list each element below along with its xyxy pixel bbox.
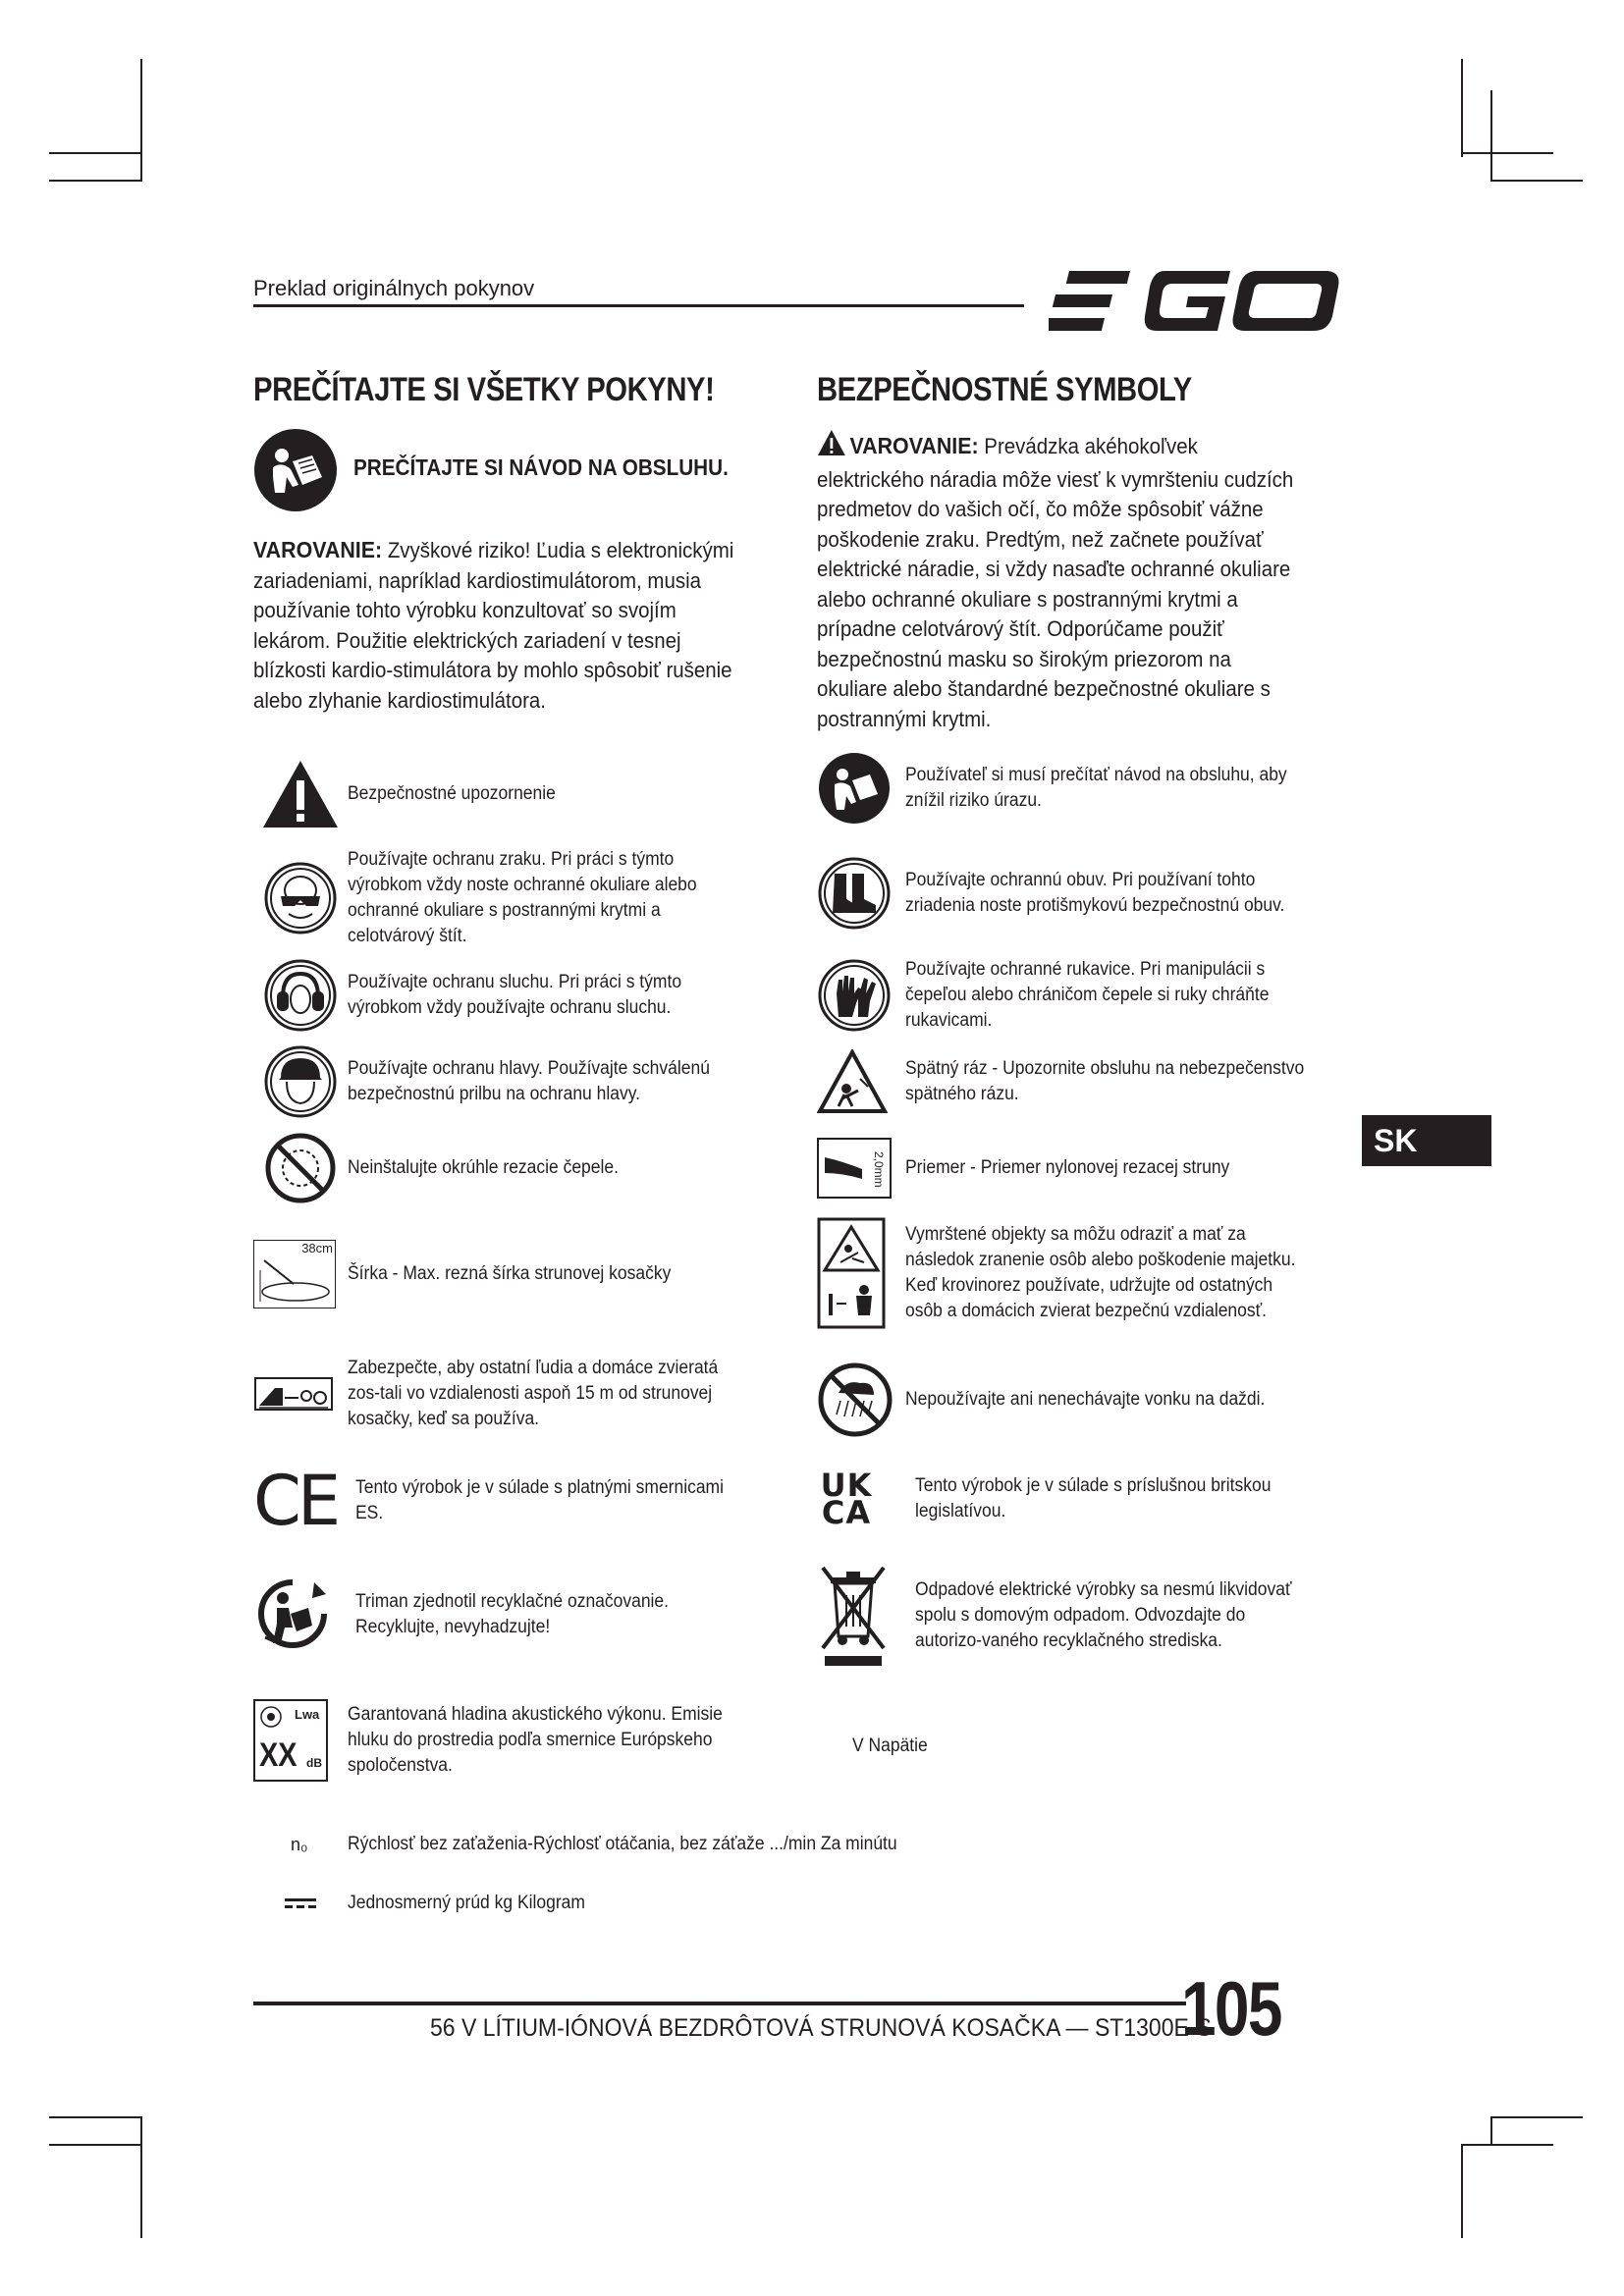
symbol-row: [253, 1044, 784, 1119]
direct-current-icon: [253, 1896, 348, 1910]
symbol-text: Šírka - Max. rezná šírka strunovej kosačky: [348, 1263, 672, 1284]
crop-mark: [1461, 59, 1463, 157]
symbol-row: [253, 1887, 1039, 1920]
triman-icon: [253, 1575, 355, 1655]
symbol-text: Používajte ochranu sluchu. Pri práci s týmto výrobkom vždy používajte ochranu sluchu.: [348, 972, 682, 1018]
crop-mark: [140, 2116, 142, 2238]
line-diameter-label: 2,0mm: [872, 1151, 886, 1188]
crop-mark: [1461, 152, 1553, 154]
symbol-text: Spätný ráz - Upozornite obsluhu na nebezpečenstvo spätného rázu.: [905, 1058, 1305, 1104]
symbol-text: Neinštalujte okrúhle rezacie čepele.: [348, 1157, 619, 1178]
symbol-row: [817, 958, 1347, 1033]
crop-mark: [1490, 2116, 1492, 2144]
symbol-text: Priemer - Priemer nylonovej rezacej struny: [905, 1157, 1230, 1178]
crop-mark: [1461, 2144, 1553, 2146]
symbol-text: Používajte ochranu hlavy. Používajte schválenú bezpečnostnú prilbu na ochranu hlavy.: [348, 1058, 710, 1104]
crop-mark: [49, 152, 142, 154]
crop-mark: [1490, 180, 1583, 182]
symbol-text: Triman zjednotil recyklačné označovanie. Recyklujte, nevyhadzujte!: [355, 1591, 670, 1637]
warning-triangle-icon: [817, 429, 846, 465]
crop-mark: [1490, 2116, 1583, 2118]
symbol-row: [253, 1237, 784, 1311]
gloves-icon: [817, 958, 905, 1033]
no-load-speed-symbol: n₀: [291, 1834, 308, 1854]
warning-text: Zvyškové riziko! Ľudia s elektronickými zariadeniami, napríklad kardiostimulátorom, musia používanie tohto výrobku konzultovať so svojím lekárom. Použitie elektrických zariadení v tesnej blízkosti kardio-stimulátora by mohlo spôsobiť rušenie alebo zlyhanie kardiostimulátora.: [253, 538, 734, 713]
symbol-text: Používajte ochranné rukavice. Pri manipulácii s čepeľou alebo chráničom čepele si ruky chráňte rukavicami.: [905, 959, 1270, 1031]
symbol-row: [817, 754, 1347, 823]
left-title: PREČÍTAJTE SI VŠETKY POKYNY!: [253, 371, 715, 408]
crop-mark: [49, 2144, 142, 2146]
header-text: Preklad originálnych pokynov: [253, 276, 535, 300]
symbol-text: Nepoužívajte ani nenechávajte vonku na daždi.: [905, 1389, 1266, 1410]
head-protection-icon: [253, 1044, 348, 1119]
symbol-row: [852, 1732, 1147, 1761]
crop-mark: [49, 2116, 142, 2118]
symbol-row: [817, 1359, 1347, 1441]
symbol-text: Používajte ochranu zraku. Pri práci s týmto výrobkom vždy noste ochranné okuliare alebo ochranné okuliare s postrannými krytmi a celotvárový štít.: [348, 849, 697, 946]
read-manual-icon: [253, 428, 338, 517]
ukca-mark-top: UK: [820, 1467, 873, 1504]
warning-label: VAROVANIE:: [849, 433, 979, 458]
sound-power-lwa: Lwa: [295, 1707, 320, 1722]
warning-text: Prevádzka akéhokoľvek elektrického náradia môže viesť k vymršteniu cudzích predmetov do vašich očí, čo môže spôsobiť vážne poškodenie zraku. Predtým, než začnete používať elektrické náradie, si vždy nasaďte ochranné okuliare alebo ochranné okuliare s postrannými krytmi a prípadne celotvárový štít. Odporúčame použiť bezpečnostnú masku so širokým priezorom na okuliare alebo štandardné bezpečnostné okuliare s postrannými krytmi.: [817, 434, 1294, 731]
symbol-text: Jednosmerný prúd kg Kilogram: [348, 1893, 585, 1913]
symbol-text: Rýchlosť bez zaťaženia-Rýchlosť otáčania, bez záťaže .../min Za minútu: [348, 1834, 897, 1854]
sound-power-unit: dB: [306, 1756, 322, 1770]
symbol-row: [817, 1465, 1347, 1533]
cutting-width-label: 38cm: [301, 1241, 333, 1255]
right-title: BEZPEČNOSTNÉ SYMBOLY: [817, 371, 1192, 408]
crop-mark: [140, 59, 142, 182]
symbol-text: Odpadové elektrické výrobky sa nesmú likvidovať spolu s domovým odpadom. Odvozdajte do autorizo-vaného recyklačného strediska.: [915, 1579, 1292, 1651]
warning-label: VAROVANIE:: [253, 537, 383, 562]
language-tab: SK: [1362, 1115, 1491, 1166]
cutting-width-icon: [253, 1240, 348, 1308]
symbol-row: [253, 1828, 1039, 1861]
symbol-text: Používajte ochrannú obuv. Pri používaní tohto zriadenia noste protišmykovú bezpečnostnú obuv.: [905, 870, 1285, 916]
page-number: 105: [1181, 1965, 1281, 2052]
sound-power-icon: [253, 1699, 348, 1782]
symbol-row: [253, 1571, 784, 1659]
symbol-text: Zabezpečte, aby ostatní ľudia a domáce zvieratá zos-tali vo vzdialenosti aspoň 15 m od strunovej kosačky, keď sa používa.: [348, 1358, 719, 1429]
left-warning: [253, 535, 742, 716]
ce-mark-icon: [253, 1461, 355, 1541]
crop-mark: [49, 180, 142, 182]
symbol-row: [817, 854, 1347, 933]
symbol-row: [817, 1213, 1347, 1333]
no-rain-icon: [817, 1362, 905, 1438]
ear-protection-icon: [253, 958, 348, 1033]
no-circular-blades-icon: [253, 1131, 348, 1205]
symbol-row: [817, 1044, 1347, 1119]
footer-title: 56 V LÍTIUM-IÓNOVÁ BEZDRÔTOVÁ STRUNOVÁ KOSAČKA — ST1300E-S: [430, 2014, 1212, 2042]
warning-triangle-icon: [253, 759, 348, 829]
symbol-row: [253, 1353, 784, 1435]
symbol-text: V Napätie: [852, 1735, 928, 1756]
symbol-row: [817, 1137, 1347, 1200]
crop-mark: [1490, 90, 1492, 182]
symbol-row: [817, 1561, 1347, 1671]
thrown-objects-icon: [817, 1217, 905, 1329]
weee-bin-icon: [817, 1562, 915, 1670]
symbol-row: [253, 1461, 784, 1541]
header-rule: [253, 304, 1024, 307]
symbol-row: [253, 849, 784, 946]
symbol-text: Garantovaná hladina akustického výkonu. Emisie hluku do prostredia podľa smernice Európskeho spoločenstva.: [348, 1704, 723, 1776]
symbol-text: Vymrštené objekty sa môžu odraziť a mať za následok zranenie osôb alebo poškodenie majetku. Keď krovinorez používate, udržujte od ostatných osôb a domácich zvierat bezpečnú vzdialenosť.: [905, 1224, 1296, 1321]
symbol-row: [253, 754, 764, 834]
eye-protection-icon: [253, 861, 348, 935]
symbol-row: [253, 1131, 784, 1205]
keep-distance-icon: [253, 1374, 348, 1414]
crop-mark: [1461, 2144, 1463, 2238]
symbol-text: Tento výrobok je v súlade s príslušnou britskou legislatívou.: [915, 1475, 1272, 1522]
symbol-row: [253, 958, 784, 1033]
footer-rule: [253, 2002, 1186, 2005]
symbol-text: Používateľ si musí prečítať návod na obsluhu, aby znížil riziko úrazu.: [905, 765, 1287, 811]
sound-power-value: XX: [259, 1736, 298, 1774]
ukca-mark-bottom: CA: [821, 1494, 872, 1531]
symbol-row: [253, 1696, 784, 1785]
symbol-text: Bezpečnostné upozornenie: [348, 783, 556, 804]
symbol-text: Tento výrobok je v súlade s platnými smernicami ES.: [355, 1477, 725, 1523]
line-diameter-icon: [817, 1138, 905, 1199]
right-warning: [817, 429, 1306, 734]
ce-mark-label: CE: [253, 1461, 338, 1541]
safety-boots-icon: [817, 856, 905, 931]
read-manual-label: PREČÍTAJTE SI NÁVOD NA OBSLUHU.: [353, 454, 729, 480]
kickback-icon: [817, 1049, 905, 1114]
ego-logo: [1049, 267, 1343, 341]
ukca-mark-icon: [817, 1467, 915, 1531]
read-manual-icon: [817, 751, 905, 826]
